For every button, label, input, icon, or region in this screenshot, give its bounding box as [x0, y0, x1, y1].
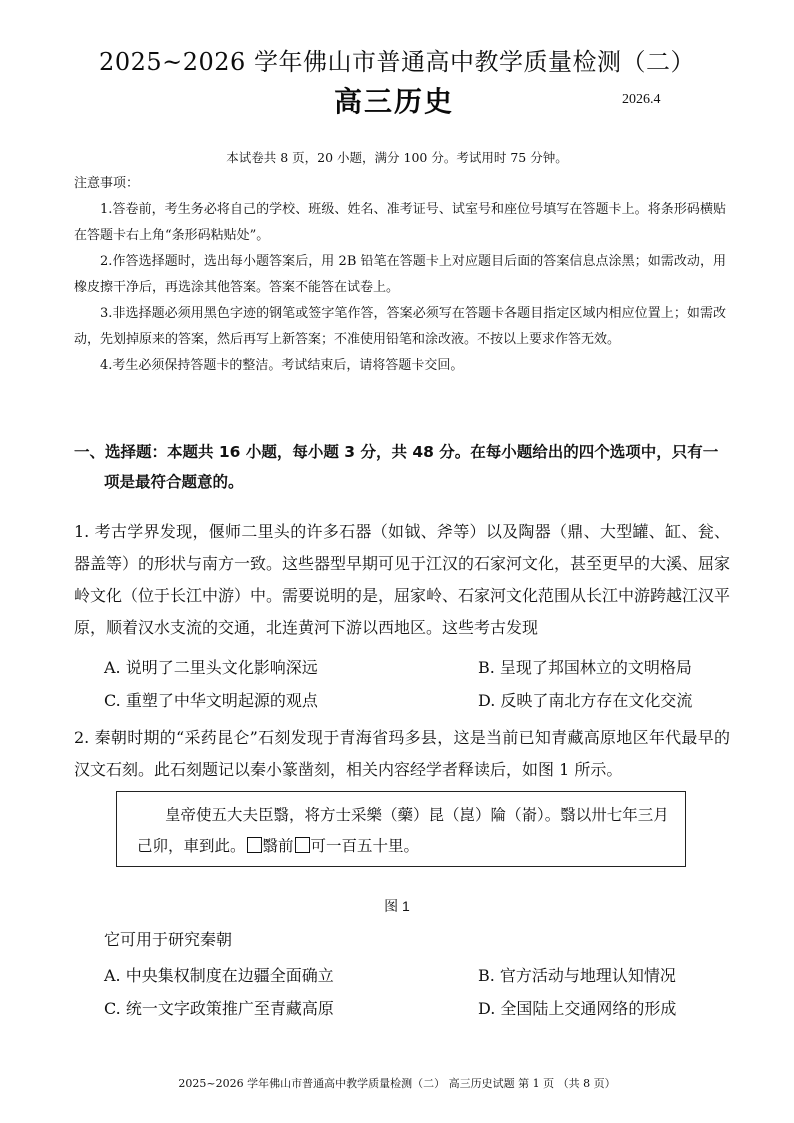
note-item-4: 4.考生必须保持答题卡的整洁。考试结束后，请将答题卡交回。: [100, 358, 464, 373]
q2-option-d: D. 全国陆上交通网络的形成: [478, 999, 677, 1018]
inscription-text-1: 皇帝使五大夫臣翳，将方士采樂（藥）昆（崑）陯（嵛）。翳以卅七年三月己卯，車到此。: [137, 806, 669, 855]
figure-caption: 图 1: [384, 898, 410, 914]
missing-character-box: [295, 837, 310, 853]
question-1-options: [104, 655, 744, 721]
question-2-lead: 它可用于研究秦朝: [104, 930, 233, 949]
q1-option-c: C. 重塑了中华文明起源的观点: [104, 691, 318, 710]
q2-option-c: C. 统一文字政策推广至青藏高原: [104, 999, 334, 1018]
page-footer: 2025~2026 学年佛山市普通高中教学质量检测（二） 高三历史试题 第 1 页 （共 8 页）: [178, 1077, 616, 1090]
question-2-options: [104, 963, 744, 1029]
q1-option-b: B. 呈现了邦国林立的文明格局: [478, 658, 692, 677]
q1-option-d: D. 反映了南北方存在文化交流: [478, 691, 693, 710]
section-heading: [74, 437, 730, 497]
question-2-stem: 2. 秦朝时期的“采药昆仑”石刻发现于青海省玛多县，这是当前已知青藏高原地区年代最早的汉文石刻。此石刻题记以秦小篆凿刻，相关内容经学者释读后，如图 1 所示。: [74, 728, 730, 779]
notes-title: 注意事项：: [74, 176, 140, 191]
inscription-box: [116, 791, 686, 867]
missing-character-box: [247, 837, 262, 853]
inscription-text-2: 翳前: [262, 837, 294, 855]
inscription-text-3: 可一百五十里。: [310, 837, 420, 855]
section-heading-line2: 项是最符合题意的。: [104, 473, 244, 491]
exam-date: 2026.4: [622, 92, 661, 107]
exam-info: 本试卷共 8 页，20 小题，满分 100 分。考试用时 75 分钟。: [226, 150, 568, 165]
note-item-3: 3.非选择题必须用黑色字迹的钢笔或签字笔作答，答案必须写在答题卡各题目指定区域内相应位置上；如需改动，先划掉原来的答案，然后再写上新答案；不准使用铅笔和涂改液。不按以上要求作答无效。: [74, 306, 726, 347]
note-item-2: 2.作答选择题时，选出每小题答案后，用 2B 铅笔在答题卡上对应题目后面的答案信息点涂黑；如需改动，用橡皮擦干净后，再选涂其他答案。答案不能答在试卷上。: [74, 254, 726, 295]
q2-option-b: B. 官方活动与地理认知情况: [478, 966, 676, 985]
notes-section: [74, 171, 726, 379]
subject-title: 高三历史: [334, 85, 455, 118]
question-1-stem: 1. 考古学界发现，偃师二里头的许多石器（如钺、斧等）以及陶器（鼎、大型罐、缸、瓮、器盖等）的形状与南方一致。这些器型早期可见于江汉的石家河文化，甚至更早的大溪、屈家岭文化（位于长江中游）中。需要说明的是，屈家岭、石家河文化范围从长江中游跨越江汉平原，顺着汉水支流的交通，北连黄河下游以西地区。这些考古发现: [74, 522, 731, 637]
section-heading-line1: 一、选择题：本题共 16 小题，每小题 3 分，共 48 分。在每小题给出的四个选项中，只有一: [74, 443, 719, 461]
note-item-1: 1.答卷前，考生务必将自己的学校、班级、姓名、准考证号、试室号和座位号填写在答题卡上。将条形码横贴在答题卡右上角“条形码粘贴处”。: [74, 202, 726, 243]
q1-option-a: A. 说明了二里头文化影响深远: [104, 658, 318, 677]
exam-title: 2025~2026 学年佛山市普通高中教学质量检测（二）: [99, 48, 695, 76]
q2-option-a: A. 中央集权制度在边疆全面确立: [104, 966, 334, 985]
